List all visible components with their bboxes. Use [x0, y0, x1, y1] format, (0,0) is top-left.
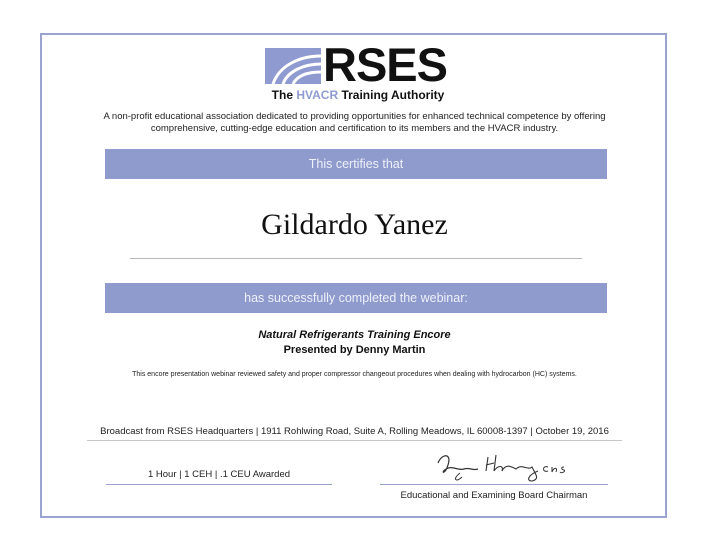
broadcast-divider	[87, 440, 622, 441]
recipient-name: Gildardo Yanez	[261, 208, 448, 241]
presenter: Presented by Denny Martin	[283, 344, 426, 356]
tagline-prefix: The	[271, 88, 297, 102]
hours-line	[106, 484, 332, 485]
tagline-suffix: Training Authority	[338, 88, 445, 102]
broadcast-info: Broadcast from RSES Headquarters | 1911 Rohlwing Road, Suite A, Rolling Meadows, IL 60008-1397 | October 19, 2016	[100, 426, 609, 437]
signature-title: Educational and Examining Board Chairman	[400, 490, 588, 501]
certificate	[40, 33, 667, 518]
name-divider	[130, 258, 582, 259]
logo-tagline	[265, 88, 451, 102]
certifies-band: This certifies that	[105, 149, 607, 179]
rses-logo	[265, 38, 451, 102]
logo-wordmark: RSES	[323, 38, 447, 91]
tagline-accent: HVACR	[296, 88, 339, 102]
swoosh-logo-icon	[265, 48, 321, 84]
mission-statement: A non-profit educational association dedicated to providing opportunities for enhanced technical competence by offering comprehensive, cutting-edge education and certification to its members and the HVACR industry.	[103, 111, 606, 134]
signature-image	[432, 449, 572, 485]
signature-line	[380, 484, 608, 485]
course-description: This encore presentation webinar reviewed safety and proper compressor changeout procedures when dealing with hydrocarbon (HC) systems.	[132, 371, 577, 378]
hours-awarded: 1 Hour | 1 CEH | .1 CEU Awarded	[147, 469, 291, 480]
completed-band: has successfully completed the webinar:	[105, 283, 607, 313]
course-title: Natural Refrigerants Training Encore	[258, 329, 451, 341]
